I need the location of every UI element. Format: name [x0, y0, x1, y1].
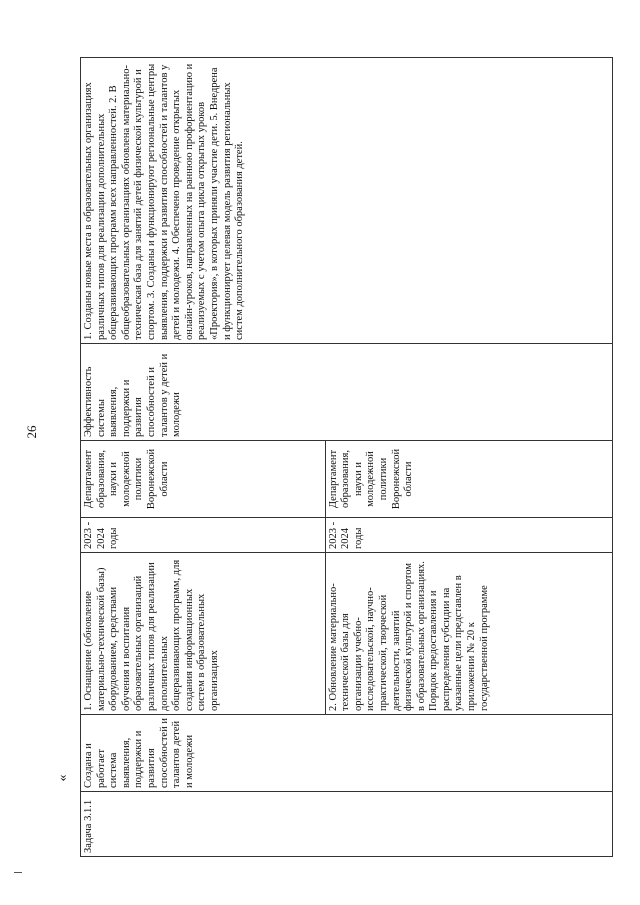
- margin-mark: [14, 872, 22, 873]
- table-row: [81, 58, 326, 857]
- event-1-cell: 1. Оснащение (обновление материально-технической базы) оборудованием, средствами обучения и воспитания образовательных организаций различных типов для реализации дополнительных общеразвивающих программ, для создания информационных систем в образовательных организациях: [81, 553, 326, 715]
- rotated-table-sheet: [80, 57, 613, 857]
- page-number: 26: [24, 425, 39, 439]
- event-1-years: 2023 - 2024 годы: [81, 518, 326, 553]
- event-2-cell: 2. Обновление материально-технической базы для организации учебно-исследовательской, научно-практической, творческой деятельности, занятий физической культурой и спортом в образовательных организациях. Порядок предоставления и распределения субсидии на указанные цели представлен в приложении № 20 к государственной программе: [325, 553, 612, 715]
- event-1-executor: Департамент образования, науки и молодежной политики Воронежской области: [81, 441, 326, 518]
- event-2-years: 2023 - 2024 годы: [325, 518, 612, 553]
- result-cell: Создана и работает система выявления, поддержки и развития способностей и талантов детей и молодежи: [81, 715, 613, 792]
- opening-quote: «: [55, 774, 71, 782]
- task-cell: Задача 3.1.1: [81, 792, 613, 857]
- effect-cell: Эффективность системы выявления, поддержки и развития способностей и талантов у детей и молодежи: [81, 344, 613, 441]
- event-2-executor: Департамент образования, науки и молодежной политики Воронежской области: [325, 441, 612, 518]
- program-table: [80, 57, 613, 857]
- description-cell: 1. Созданы новые места в образовательных организациях различных типов для реализации дополнительных общеразвивающих программ всех направленностей. 2. В общеобразовательных организациях обновлена материально-техническая база для занятий детей физической культурой и спортом. 3. Созданы и функционируют региональные центры выявления, поддержки и развития способностей и талантов у детей и молодежи. 4. Обеспечено проведение открытых онлайн-уроков, направленных на раннюю профориентацию и реализуемых с учетом опыта цикла открытых уроков «Проектория», в которых приняли участие дети. 5. Внедрена и функционирует целевая модель развития региональных систем дополнительного образования детей.: [81, 58, 613, 344]
